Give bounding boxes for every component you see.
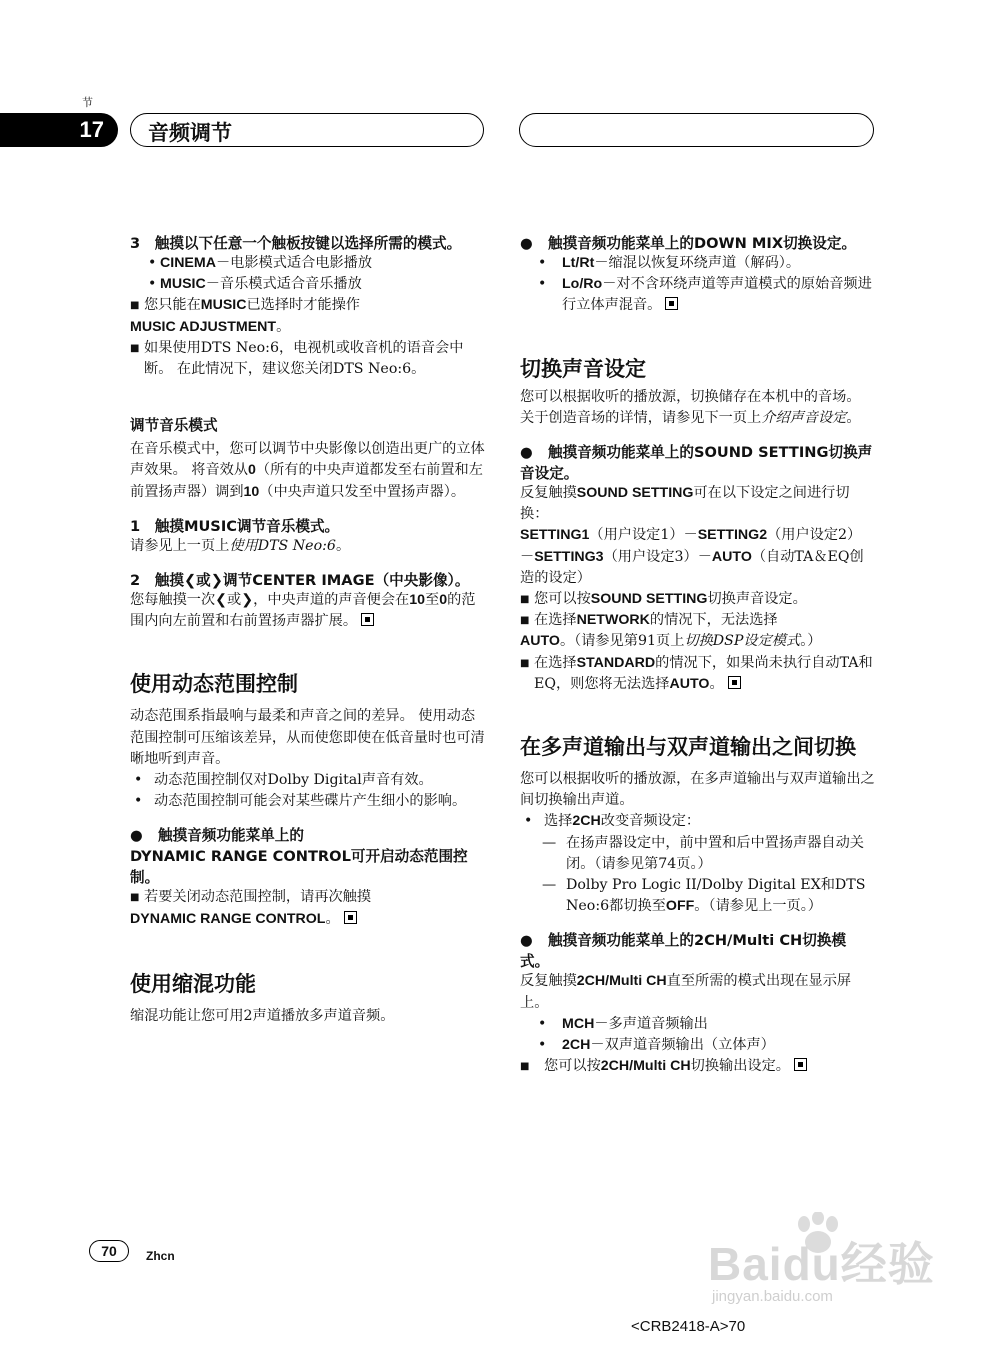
note: ■ 如果使用DTS Neo:6，电视机或收音机的语音会中断。 在此情况下，建议您关闭DTS Neo:6。	[130, 339, 464, 378]
list-item: • MCH－多声道音频输出	[538, 1015, 708, 1032]
end-mark-icon	[344, 911, 357, 924]
right-header-frame	[519, 113, 874, 147]
note: ■ 您只能在MUSIC已选择时才能操作	[130, 297, 360, 314]
page-title: 音频调节	[148, 121, 232, 145]
note: ■ 若要关闭动态范围控制，请再次触摸	[130, 889, 372, 906]
heading-downmix: 使用缩混功能	[130, 971, 256, 996]
section-number: 17	[0, 113, 118, 147]
list-item: • Lo/Ro－对不含环绕声道等声道模式的原始音频进行立体声混音。	[538, 276, 872, 314]
note: ■ 您可以按2CH/Multi CH切换输出设定。	[520, 1056, 875, 1077]
heading-sound: 切换声音设定	[520, 356, 646, 381]
list-item: • 2CH－双声道音频输出（立体声）	[538, 1037, 775, 1054]
paragraph: 反复触摸SOUND SETTING可在以下设定之间进行切换：	[520, 485, 850, 523]
note-cont: MUSIC ADJUSTMENT。	[130, 318, 291, 335]
sound-step: ● 触摸音频功能菜单上的SOUND SETTING切换声音设定。	[520, 444, 873, 483]
end-mark-icon	[361, 613, 374, 626]
bullet-icon: ●	[520, 235, 533, 252]
list-item: • CINEMA－电影模式适合电影播放	[148, 255, 373, 271]
step-2: 2 触摸❮或❯调节CENTER IMAGE（中央影像）。	[130, 572, 470, 590]
right-arrow-icon: ❯	[241, 592, 254, 609]
watermark-url: jingyan.baidu.com	[712, 1288, 833, 1305]
note: ■ 您可以按SOUND SETTING切换声音设定。	[520, 591, 807, 608]
bullet-icon: ●	[520, 444, 533, 462]
heading-music: 调节音乐模式	[130, 417, 218, 435]
sub-list-item: — 在扬声器设定中，前中置和后中置扬声器自动关闭。（请参见第74页。）	[542, 834, 864, 872]
left-arrow-icon: ❮	[215, 592, 228, 609]
end-mark-icon	[794, 1058, 807, 1071]
settings-list: SETTING1（用户设定1）－SETTING2（用户设定2）－SETTING3（用户设定3）－AUTO（自动TA＆EQ创造的设定）	[520, 527, 864, 586]
list-item: • MUSIC－音乐模式适合音乐播放	[148, 276, 362, 293]
note: ■ 在选择STANDARD的情况下，如果尚未执行自动TA和EQ，则您将无法选择AUTO。	[520, 654, 873, 692]
right-arrow-icon: ❯	[210, 572, 224, 590]
paragraph: 反复触摸2CH/Multi CH直至所需的模式出现在显示屏上。	[520, 973, 852, 1011]
end-mark-icon	[728, 676, 741, 689]
channel-step: ● 触摸音频功能菜单上的2CH/Multi CH切换模式。	[520, 932, 847, 971]
note-cont: AUTO。（请参见第91页上切换DSP设定模式。）	[520, 633, 822, 650]
paragraph: 您可以根据收听的播放源，在多声道输出与双声道输出之间切换输出声道。	[520, 771, 875, 809]
drc-step: ● 触摸音频功能菜单上的 DYNAMIC RANGE CONTROL可开启动态范围控制。	[130, 827, 468, 887]
list-item: • 动态范围控制仅对Dolby Digital声音有效。	[134, 772, 433, 789]
section-label: 节	[82, 96, 93, 109]
list-item: • Lt/Rt－缩混以恢复环绕声道（解码）。	[538, 255, 801, 271]
list-item: • 动态范围控制可能会对某些碟片产生细小的影响。	[134, 793, 467, 810]
step-3: 3 触摸以下任意一个触板按键以选择所需的模式。	[130, 235, 462, 252]
left-column	[130, 232, 485, 1027]
right-column	[520, 232, 875, 1077]
step-1-ref: 请参见上一页上使用DTS Neo:6。	[130, 537, 351, 554]
sub-list-item: — Dolby Pro Logic II/Dolby Digital EX和DTS Neo:6都切换至OFF。（请参见上一页。）	[542, 877, 866, 915]
note-cont: DYNAMIC RANGE CONTROL。	[130, 909, 485, 930]
bullet-icon: ●	[130, 827, 143, 845]
note: ■ 在选择NETWORK的情况下，无法选择	[520, 612, 778, 629]
heading-drc: 使用动态范围控制	[130, 672, 298, 697]
step-1: 1 触摸MUSIC调节音乐模式。	[130, 517, 340, 535]
paragraph: 在音乐模式中，您可以调节中央影像以创造出更广的立体声效果。 将音效从0（所有的中央声道都发至右前置和左前置扬声器）调到10（中央声道只发至中置扬声器）。	[130, 441, 485, 500]
paragraph: 动态范围系指最响与最柔和声音之间的差异。 使用动态范围控制可压缩该差异，从而使您即使在低音量时也可清晰地听到声音。	[130, 708, 485, 767]
language-code: Zhcn	[146, 1249, 175, 1263]
list-item: • 选择2CH改变音频设定：	[524, 813, 701, 830]
paragraph: 缩混功能让您可用2声道播放多声道音频。	[130, 1007, 395, 1024]
paragraph: 您可以根据收听的播放源，切换储存在本机中的音场。 关于创造音场的详情，请参见下一页上介绍声音设定。	[520, 388, 861, 426]
end-mark-icon	[665, 297, 678, 310]
watermark: Baidu经验	[708, 1238, 935, 1290]
downmix-step: ● 触摸音频功能菜单上的DOWN MIX切换设定。	[520, 235, 857, 252]
heading-channel: 在多声道输出与双声道输出之间切换	[520, 735, 856, 760]
step-2-body: 您每触摸一次❮或❯，中央声道的声音便会在10至0的范围内向左前置和右前置扬声器扩展。	[130, 592, 476, 630]
left-arrow-icon: ❮	[183, 572, 197, 590]
page-number: 70	[89, 1240, 129, 1262]
doc-code: <CRB2418-A>70	[631, 1318, 746, 1335]
bullet-icon: ●	[520, 932, 533, 950]
